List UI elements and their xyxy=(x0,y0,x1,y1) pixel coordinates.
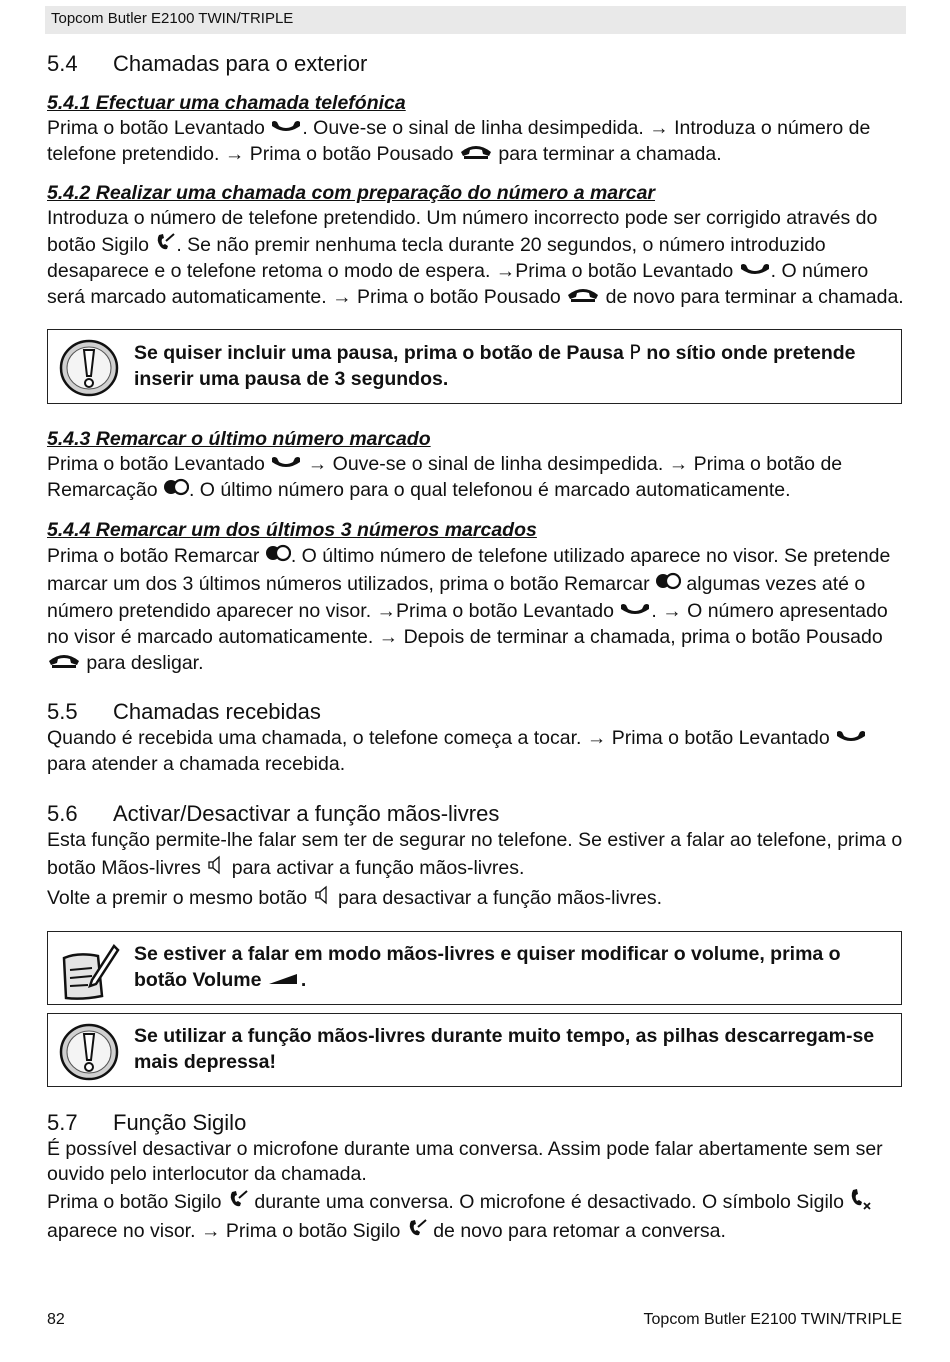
warning-note-batteries: Se utilizar a função mãos-livres durante muito tempo, as pilhas descarregam-se mais depressa! xyxy=(47,1013,902,1087)
section-5-6-body: Esta função permite-lhe falar sem ter de segurar no telefone. Se estiver a falar ao telefone, prima o botão Mãos-livres para activar a função mãos-livres. xyxy=(47,828,905,884)
page-number: 82 xyxy=(47,1311,65,1328)
mute-icon xyxy=(406,1218,428,1246)
info-note-volume: Se estiver a falar em modo mãos-livres e quiser modificar o volume, prima o botão Volume . xyxy=(47,931,902,1005)
warning-icon xyxy=(58,1022,120,1090)
section-5-4-4-body: Prima o botão Remarcar . O último número de telefone utilizado aparece no visor. Se pretende marcar um dos 3 últimos números utilizados, prima o botão Remarcar algumas vezes até o número pretendido aparecer no visor. →Prima o botão Levantado . → O número apresentado no visor é marcado automaticamente. → Depois de terminar a chamada, prima o botão Pousado para desligar. xyxy=(47,543,905,676)
phone-offhook-icon xyxy=(835,726,867,752)
mute-icon xyxy=(154,232,176,260)
phone-onhook-icon xyxy=(47,651,81,677)
section-5-4-3-body: Prima o botão Levantado → Ouve-se o sinal de linha desimpedida. → Prima o botão de Remarcação . O último número para o qual telefonou é marcado automaticamente. xyxy=(47,452,905,506)
section-5-4-heading: 5.4 Chamadas para o exterior xyxy=(47,51,368,76)
section-5-5-heading: 5.5 Chamadas recebidas xyxy=(47,699,321,725)
section-5-6-body-2: Volte a premir o mesmo botão para desactivar a função mãos-livres. xyxy=(47,884,905,914)
section-5-7-body-2: Prima o botão Sigilo durante uma conversa. O microfone é desactivado. O símbolo Sigilo aparece no visor. → Prima o botão Sigilo de novo para retomar a conversa. xyxy=(47,1188,905,1246)
redial-icon xyxy=(655,571,681,599)
page-header xyxy=(45,6,906,34)
footer-title: Topcom Butler E2100 TWIN/TRIPLE xyxy=(643,1311,902,1328)
section-5-4-1-body: Prima o botão Levantado . Ouve-se o sinal de linha desimpedida. → Introduza o número de telefone pretendido. → Prima o botão Pousado para terminar a chamada. xyxy=(47,116,905,168)
header-title: Topcom Butler E2100 TWIN/TRIPLE xyxy=(51,10,294,27)
section-5-4-2-body: Introduza o número de telefone pretendido. Um número incorrecto pode ser corrigido através do botão Sigilo . Se não premir nenhuma tecla durante 20 segundos, o número introduzido desaparece e o telefone retoma o modo de espera. →Prima o botão Levantado . O número será marcado automaticamente. → Prima o botão Pousado de novo para terminar a chamada. xyxy=(47,206,905,311)
phone-offhook-icon xyxy=(270,116,302,142)
section-5-4-4-heading: 5.4.4 Remarcar um dos últimos 3 números marcados xyxy=(47,519,537,542)
section-5-4-2-heading: 5.4.2 Realizar uma chamada com preparação do número a marcar xyxy=(47,181,656,204)
warning-note-pause: Se quiser incluir uma pausa, prima o botão de Pausa P no sítio onde pretende inserir uma pausa de 3 segundos. xyxy=(47,329,902,404)
phone-offhook-icon xyxy=(739,259,771,285)
page-content xyxy=(47,50,905,1246)
warning-icon xyxy=(58,338,120,406)
section-5-7-body: É possível desactivar o microfone durante uma conversa. Assim pode falar abertamente sem ser ouvido pelo interlocutor da chamada. xyxy=(47,1137,883,1186)
section-5-4-1-heading: 5.4.1 Efectuar uma chamada telefónica xyxy=(47,92,406,114)
note-icon xyxy=(58,940,122,1012)
redial-icon xyxy=(265,543,291,571)
section-5-6-heading: 5.6 Activar/Desactivar a função mãos-livres xyxy=(47,801,500,827)
speaker-icon xyxy=(206,854,226,884)
phone-onhook-icon xyxy=(459,142,493,168)
phone-onhook-icon xyxy=(566,285,600,311)
section-5-5-body: Quando é recebida uma chamada, o telefone começa a tocar. → Prima o botão Levantado para atender a chamada recebida. xyxy=(47,726,905,778)
section-5-7-heading: 5.7 Função Sigilo xyxy=(47,1109,247,1135)
mute-icon xyxy=(227,1189,249,1217)
speaker-icon xyxy=(313,884,333,914)
volume-icon xyxy=(267,968,301,994)
redial-icon xyxy=(163,477,189,505)
section-5-4-3-heading: 5.4.3 Remarcar o último número marcado xyxy=(47,427,431,450)
phone-offhook-icon xyxy=(270,452,302,478)
mute-display-icon xyxy=(849,1188,873,1218)
phone-offhook-icon xyxy=(619,599,651,625)
